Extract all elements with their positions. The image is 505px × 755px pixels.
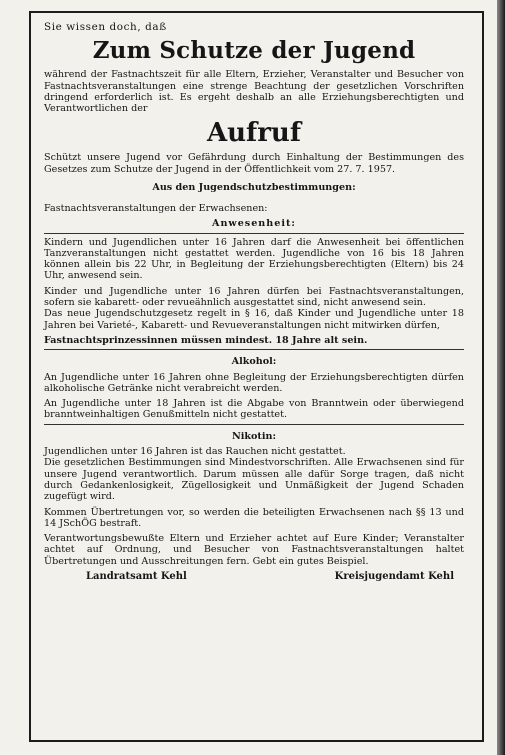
anwesenheit-paragraph-1: Kindern und Jugendlichen unter 16 Jahren darf die Anwesenheit bei öffentlichen Tanzveranstaltungen nicht gestattet werden. Jugendliche von 16 bis 18 Jahren können allein bis 22 Uhr, in Begleitung der Erziehungsberechtigten (Eltern) bis 24 Uhr, anwesend sein.	[44, 236, 464, 282]
headline: Zum Schutze der Jugend	[92, 37, 416, 65]
nikotin-paragraph-4: Verantwortungsbewußte Eltern und Erzieher achtet auf Eure Kinder; Veranstalter achtet auf Ordnung, und Besucher von Fastnachtsveranstaltungen haltet Übertretungen und Ausschreitungen fern. Gebt ein gutes Beispiel.	[44, 533, 464, 567]
page-edge-shadow	[497, 0, 505, 755]
nikotin-heading: Nikotin:	[231, 430, 277, 442]
anwesenheit-heading: Anwesenheit:	[212, 218, 296, 230]
alkohol-paragraph-1: An Jugendliche unter 16 Jahren ohne Begleitung der Erziehungsberechtigten dürfen alkoholische Getränke nicht verabreicht werden.	[44, 371, 464, 394]
anwesenheit-paragraph-3: Das neue Jugendschutzgesetz regelt in § 16, daß Kinder und Jugendliche unter 18 Jahren bei Varieté-, Kabarett- und Revueveranstaltungen nicht mitwirken dürfen,	[44, 308, 464, 331]
section-subtitle: Fastnachtsveranstaltungen der Erwachsenen:	[44, 202, 268, 214]
aufruf-heading: Aufruf	[206, 118, 302, 149]
divider	[44, 424, 464, 425]
nikotin-paragraph-1: Jugendlichen unter 16 Jahren ist das Rauchen nicht gestattet.	[44, 446, 346, 458]
section-title: Aus den Jugendschutzbestimmungen:	[152, 182, 356, 194]
notice-body	[44, 22, 464, 582]
alkohol-paragraph-2: An Jugendliche unter 18 Jahren ist die Abgabe von Branntwein oder überwiegend branntweinhaltigen Genußmitteln nicht gestattet.	[44, 398, 464, 421]
divider	[44, 233, 464, 234]
aufruf-paragraph: Schützt unsere Jugend vor Gefährdung durch Einhaltung der Bestimmungen des Gesetzes zum Schutze der Jugend in der Öffentlichkeit vom 27. 7. 1957.	[44, 152, 464, 175]
alkohol-heading: Alkohol:	[231, 356, 277, 368]
nikotin-paragraph-2: Die gesetzlichen Bestimmungen sind Mindestvorschriften. Alle Erwachsenen sind für unsere Jugend verantwortlich. Darum müssen alle dafür Sorge tragen, daß nicht durch Gedankenlosigkeit, Zügellosigkeit und Unmäßigkeit der Jugend Schaden zugefügt wird.	[44, 457, 464, 503]
signature-right: Kreisjugendamt Kehl	[334, 570, 454, 582]
signature-row	[44, 571, 464, 582]
nikotin-paragraph-3: Kommen Übertretungen vor, so werden die beteiligten Erwachsenen nach §§ 13 und 14 JSchÖG bestraft.	[44, 506, 464, 529]
anwesenheit-paragraph-2: Kinder und Jugendliche unter 16 Jahren dürfen bei Fastnachtsveranstaltungen, sofern sie kabarett- oder revueähnlich ausgestattet sind, nicht anwesend sein.	[44, 285, 464, 309]
intro-line: Sie wissen doch, daß	[44, 21, 167, 33]
anwesenheit-paragraph-4: Fastnachtsprinzessinnen müssen mindest. 18 Jahre alt sein.	[44, 334, 368, 346]
signature-left: Landratsamt Kehl	[86, 570, 187, 582]
divider	[44, 349, 464, 350]
intro-paragraph: während der Fastnachtszeit für alle Eltern, Erzieher, Veranstalter und Besucher von Fastnachtsveranstaltungen eine strenge Beachtung der gesetzlichen Vorschriften dringend erforderlich ist. Es ergeht deshalb an alle Erziehungsberechtigten und Verantwortlichen der	[44, 69, 464, 115]
